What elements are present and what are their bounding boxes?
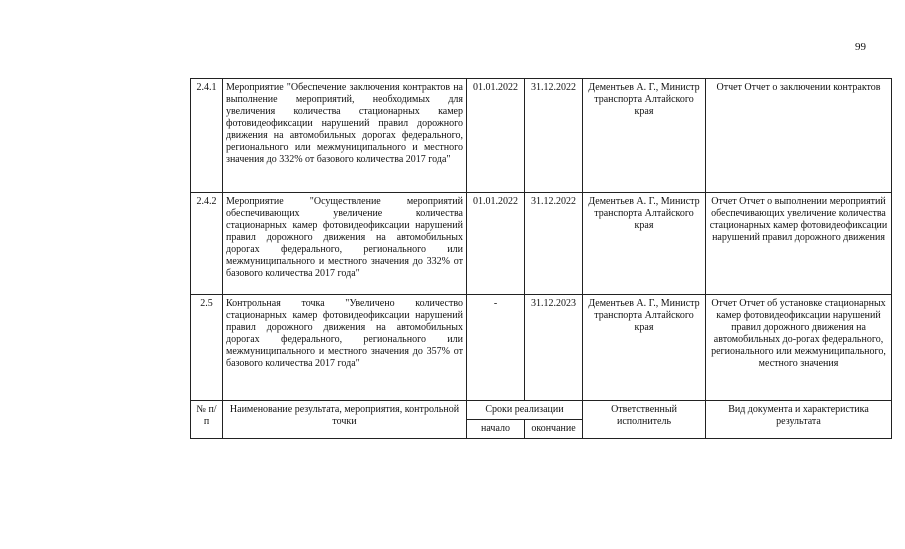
row-number: 2.4.2 [191,193,223,295]
row-result: Отчет Отчет о выполнении мероприятий обеспечивающих увеличение количества стационарных камер фотовидеофиксации нарушений правил дорожного движения [706,193,892,295]
plan-table [190,78,892,439]
row-start-date: 01.01.2022 [467,79,525,193]
row-start-date: - [467,295,525,401]
row-number: 2.4.1 [191,79,223,193]
row-result: Отчет Отчет о заключении контрактов [706,79,892,193]
header-responsible: Ответственный исполнитель [583,401,706,439]
row-responsible: Дементьев А. Г., Министр транспорта Алтайского края [583,79,706,193]
row-end-date: 31.12.2023 [525,295,583,401]
table-row [191,193,892,295]
header-end: окончание [525,420,583,439]
row-result: Отчет Отчет об установке стационарных камер фотовидеофиксации нарушений правил дорожного движения на автомобильных до-рогах федерального, регионального или межмуниципального, местного значения [706,295,892,401]
row-description: Контрольная точка "Увеличено количество стационарных камер фотовидеофиксации нарушений правил дорожного движения на автомобильных дорогах федерального, регионального или межмуниципального и местного значения до 357% от базового количества 2017 года" [223,295,467,401]
row-end-date: 31.12.2022 [525,193,583,295]
header-row [191,401,892,420]
header-start: начало [467,420,525,439]
row-responsible: Дементьев А. Г., Министр транспорта Алтайского края [583,295,706,401]
page-number: 99 [855,41,866,53]
row-responsible: Дементьев А. Г., Министр транспорта Алтайского края [583,193,706,295]
table-row [191,79,892,193]
row-number: 2.5 [191,295,223,401]
row-description: Мероприятие "Осуществление мероприятий обеспечивающих увеличение количества стационарных камер фотовидеофиксации нарушений правил дорожного движения на автомобильных дорогах федерального, регионального или межмуниципального и местного значения до 332% от базового количества 2017 года" [223,193,467,295]
row-description: Мероприятие "Обеспечение заключения контрактов на выполнение мероприятий, необходимых для увеличения количества стационарных камер фотовидеофиксации нарушений правил дорожного движения на автомобильных дорогах федерального, регионального или межмуниципального и местного значения до 332% от базового количества 2017 года" [223,79,467,193]
row-end-date: 31.12.2022 [525,79,583,193]
table-row [191,295,892,401]
header-result: Вид документа и характеристика результата [706,401,892,439]
header-period: Сроки реализации [467,401,583,420]
header-name: Наименование результата, мероприятия, контрольной точки [223,401,467,439]
row-start-date: 01.01.2022 [467,193,525,295]
header-num: № п/п [191,401,223,439]
